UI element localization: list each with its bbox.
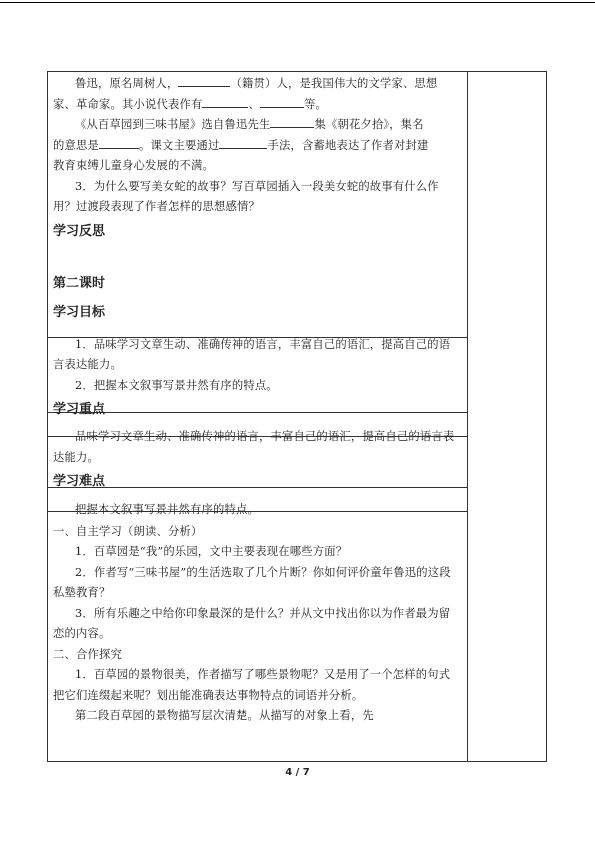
blank-hometown[interactable] [178, 74, 230, 87]
section1-title: 一、自主学习（朗读、分析） [53, 524, 203, 538]
intro-line-1: 鲁迅，原名周树人， （籍贯）人，是我国伟大的文学家、思想 [53, 74, 461, 95]
intro-line-4: 的意思是 。课文主要通过 手法，含蓄地表达了作者对封建 [53, 136, 461, 157]
section1-item-2: 2．作者写“三味书屋”的生活选取了几个片断？你如何评价童年鲁迅的这段私塾教育？ [53, 565, 451, 599]
blank-novel-1[interactable] [202, 95, 248, 108]
top-rule [0, 2, 595, 3]
blank-novel-2[interactable] [260, 95, 304, 108]
difficulty-heading: 学习难点 [53, 474, 106, 489]
objectives-heading: 学习目标 [53, 304, 106, 320]
section2-title: 二、合作探究 [53, 647, 122, 661]
intro-line-3: 《从百草园到三味书屋》选自鲁迅先生 集《朝花夕拾》，集名 [53, 115, 461, 136]
intro-line-5: 教育束缚儿童身心发展的不满。 [53, 159, 214, 172]
section1-item-1: 1．百草园是“我”的乐园，文中主要表现在哪些方面？ [75, 545, 348, 558]
objective-2: 2．把握本文叙事写景井然有序的特点。 [75, 378, 278, 392]
difficulty-text: 把握本文叙事写景井然有序的特点。 [75, 503, 259, 516]
section1-item-3: 3．所有乐趣之中给你印象最深的是什么？并从文中找出你以为作者最为留恋的内容。 [53, 606, 451, 640]
section2-item-1: 1．百草园的景物很美，作者描写了哪些景物呢？又是用了一个怎样的句式把它们连缀起来呢？划出能准确表达事物特点的词语并分析。 [53, 668, 451, 702]
reflection-heading: 学习反思 [53, 223, 106, 239]
blank-collection-type[interactable] [270, 115, 314, 128]
blank-title-meaning[interactable] [99, 136, 139, 149]
column-separator [467, 71, 468, 762]
objective-1: 1．品味学习文章生动、准确传神的语言，丰富自己的语汇，提高自己的语言表达能力。 [53, 337, 451, 371]
section2-item-2: 第二段百草园的景物描写层次清楚。从描写的对象上看，先 [75, 709, 374, 722]
main-content [53, 74, 461, 727]
lesson2-heading: 第二课时 [53, 275, 106, 291]
intro-line-2: 家、革命家。其小说代表作有 、 等。 [53, 95, 461, 116]
key-heading: 学习重点 [53, 402, 106, 417]
blank-technique[interactable] [219, 136, 267, 149]
key-text: 品味学习文章生动、准确传神的语言，丰富自己的语汇，提高自己的语言表达能力。 [53, 430, 455, 464]
page-number: 4 / 7 [285, 767, 310, 778]
question-3: 3．为什么要写美女蛇的故事？写百草园插入一段美女蛇的故事有什么作用？过渡段表现了作者怎样的思想感情？ [53, 179, 439, 213]
